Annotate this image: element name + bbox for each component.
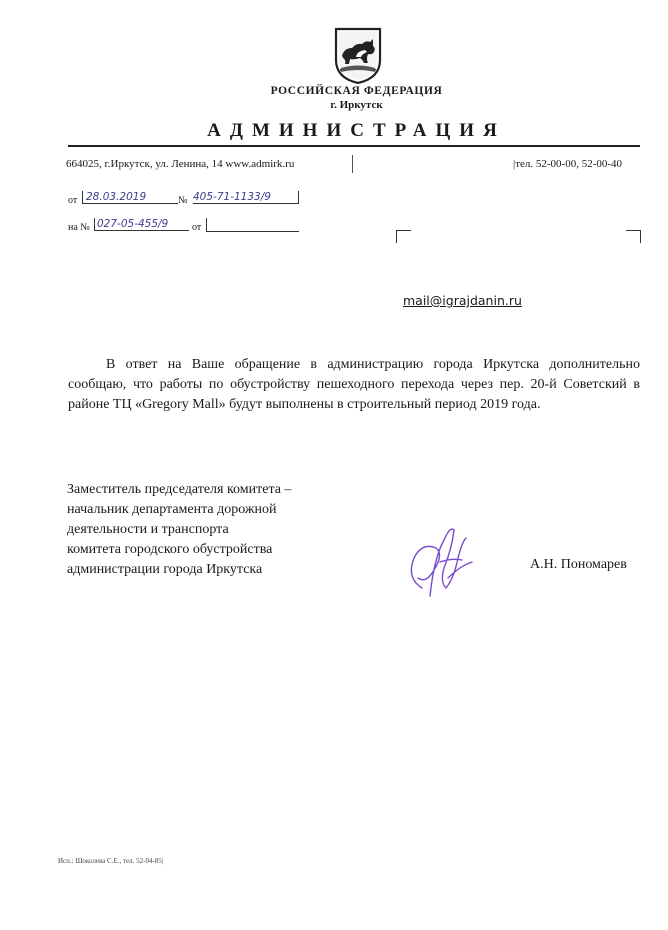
date-prefix: от [68,195,78,206]
recipient-email: mail@igrajdanin.ru [403,293,522,308]
address-separator [352,155,353,173]
organization-title: АДМИНИСТРАЦИЯ [207,120,506,141]
number-prefix: № [178,195,188,206]
addressee-corner-left [396,230,411,243]
handwritten-signature [400,518,480,602]
outgoing-date: 28.03.2019 [82,191,178,204]
header-divider [68,145,640,147]
executor-note: Исп.: Шоколева С.Е., тел. 52-04-85| [58,857,164,865]
signatory-position [67,480,291,580]
reply-date [206,218,299,232]
phone-text: тел. 52-00-00, 52-00-40 [515,158,623,170]
signatory-name: А.Н. Пономарев [530,557,627,572]
outgoing-number: 405-71-1133/9 [193,191,299,204]
address-line: 664025, г.Иркутск, ул. Ленина, 14 www.admirk.ru [66,158,295,170]
addressee-corner-right [626,230,641,243]
position-line: начальник департамента дорожной [67,502,277,517]
letter-body-text: В ответ на Ваше обращение в администрацию города Иркутска дополнительно сообщаю, что работы по обустройству пешеходного перехода через пер. 20-й Советский в районе ТЦ «Gregory Mall» будут выполнены в строительный период 2019 года. [68,357,640,412]
executor-text: Исп.: Шоколева С.Е., тел. 52-04-85 [58,857,162,865]
reply-prefix: на № [68,222,90,233]
phone-line: |тел. 52-00-00, 52-00-40 [513,158,623,170]
reply-number: 027-05-455/9 [94,218,189,231]
country-name: РОССИЙСКАЯ ФЕДЕРАЦИЯ [270,85,443,97]
position-line: Заместитель председателя комитета – [67,482,292,497]
position-line: комитета городского обустройства [67,542,273,557]
coat-of-arms-emblem [332,26,384,84]
position-line: администрации города Иркутска [67,562,263,577]
position-line: деятельности и транспорта [67,522,229,537]
letter-body [68,355,640,415]
city-name: г. Иркутск [330,99,383,111]
reply-date-prefix: от [192,222,202,233]
